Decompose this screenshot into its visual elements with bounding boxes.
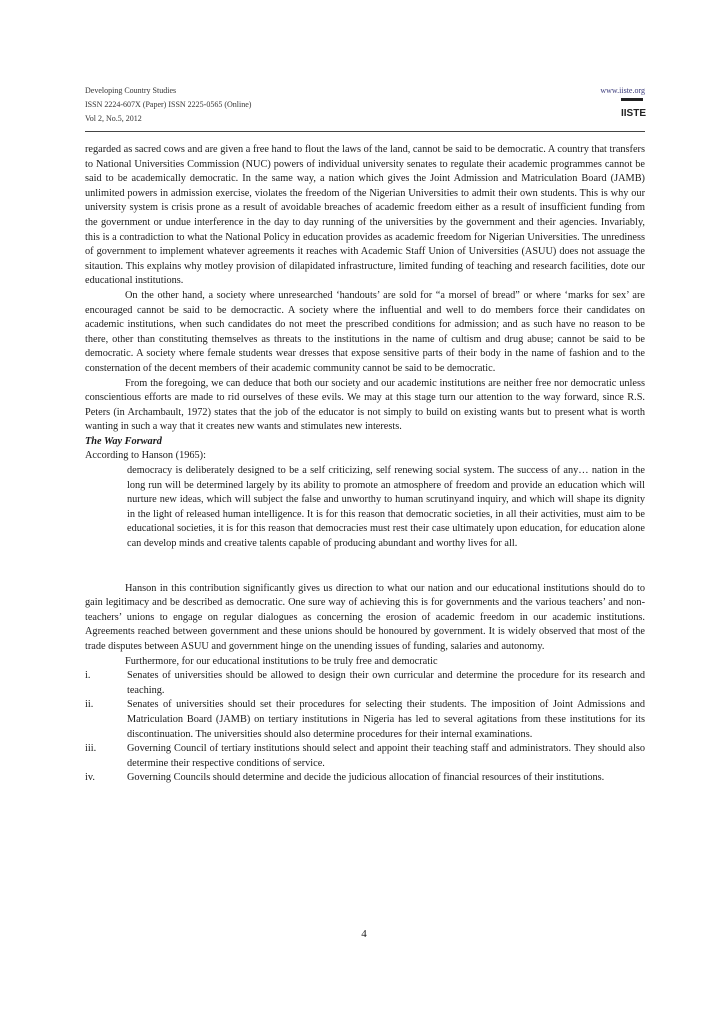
- paragraph-1: regarded as sacred cows and are given a free hand to flout the laws of the land, cannot be said to be democratic. A country that transfers to National Universities Commission (NUC) powers of individual university senates to regulate their academic programmes cannot be said to be academically democratic. In the same way, a nation which gives the Joint Admission and Matriculation Board (JAMB) unlimited powers in admission exercise, violates the freedom of the Nigerian Universities to admit their own students. This is why our university system is crisis prone as a result of avoidable breaches of academic freedom either as a result of insufficient funding from the government or undue interference in the day to day running of the universities by the government and their agencies. Invariably, this is a contradiction to what the National Policy in education provides as academic freedom for Nigerian Universities. The unrediness of government to implement whatever agreements it reaches with Academic Staff Union of Universities (ASUU) does not assuage the sitaution. This explains why motley provision of dilapidated infrastructure, limited funding of teaching and research facilities, dote our educational institutions.: [85, 144, 645, 287]
- list-item-text: Governing Council of tertiary institutions should select and appoint their teaching staff and administrators. They should also determine their respective conditions of service.: [127, 743, 645, 769]
- list-item-number: i.: [85, 670, 91, 682]
- journal-url-link[interactable]: www.iiste.org: [600, 86, 645, 95]
- quote-intro: According to Hanson (1965):: [85, 450, 206, 462]
- page-header: [85, 84, 645, 128]
- recommendation-list: [85, 669, 645, 786]
- paragraph-2: On the other hand, a society where unresearched ‘handouts’ are sold for “a morsel of bread” or where ‘marks for sex’ are encouraged cannot be said to be democractic. A society where the influential and well to do members force their candidates on academic institutions, when such candidates do not meet the prescribed conditions for admission; and as such have no reason to be there, other than constituting themselves as threats to the institutions in the name of cultism and drug abuse; cannot be said to be democratic. A society where female students wear dresses that expose sensitive parts of their body in the name of fashion and to the consternation of the decent members of their academic community cannot be said to be democratic.: [85, 289, 645, 374]
- paragraph-4: Hanson in this contribution significantly gives us direction to what our nation and our educational institutions should do to gain legitimacy and be described as democratic. One sure way of achieving this is for governments and the various teachers’ and non-teachers’ unions to engage on regular dialogues as concerning the erosion of academic freedom in our academic institutions. Agreements reached between government and these unions should be honoured by government. It is widely observed that most of the trade disputes between ASUU and government hinge on the unending issues of funding, salaries and autonomy.: [85, 582, 645, 652]
- journal-name: Developing Country Studies: [85, 86, 177, 95]
- list-item-number: ii.: [85, 699, 94, 711]
- block-quote: democracy is deliberately designed to be a self criticizing, self renewing social system. The success of any… nation in the long run will be determined largely by its ability to promote an atmosphere of freedom and provide an education which will nurture new ideas, which will subject the false and unworthy to human scrutinyand inquiry, and which will shape its dignity in the light of released human intelligence. It is for this reason that democratic societies, in all their activities, must aim to be educational societies, it is for this reason that democracies must rest their case ultimately upon education, for education alone can develop minds and creative talents capable of producing abundant and worthy lives for all.: [127, 465, 645, 550]
- paragraph-5: Furthermore, for our educational institutions to be truly free and democratic: [125, 655, 438, 667]
- paragraph-3: From the foregoing, we can deduce that both our society and our academic institutions are neither free nor democratic unless conscientious efforts are made to rid ourselves of these evils. We may at this stage turn our attention to the way forward, since R.S. Peters (in Archambault, 1972) states that the job of the educator is not simply to build on existing wants but to present what is worth wanting in such a way that it creates new wants and stimulates new interests.: [85, 377, 645, 433]
- header-rule: [85, 131, 645, 132]
- list-item: [85, 698, 645, 742]
- journal-volume: Vol 2, No.5, 2012: [85, 114, 142, 123]
- list-item: [85, 742, 645, 771]
- list-item: [85, 669, 645, 698]
- article-body: [85, 143, 645, 786]
- section-heading: The Way Forward: [85, 435, 162, 447]
- list-item-text: Senates of universities should be allowed to design their own curricular and determine the procedure for its research and teaching.: [127, 670, 645, 696]
- list-item: [85, 771, 645, 786]
- iiste-logo: IISTE: [621, 98, 643, 124]
- list-item-text: Governing Councils should determine and decide the judicious allocation of financial resources of their institutions.: [127, 772, 605, 784]
- list-item-text: Senates of universities should set their procedures for selecting their students. The imposition of Joint Admissions and Matriculation Board (JAMB) on tertiary institutions in Nigeria has led to several agitations from these institutions for its discontinuation. The universities should also determine procedures for their internal examinations.: [127, 699, 645, 740]
- journal-issn: ISSN 2224-607X (Paper) ISSN 2225-0565 (Online): [85, 100, 252, 109]
- spacer: [85, 552, 645, 582]
- list-item-number: iii.: [85, 743, 97, 755]
- page-number: 4: [361, 928, 367, 940]
- list-item-number: iv.: [85, 772, 95, 784]
